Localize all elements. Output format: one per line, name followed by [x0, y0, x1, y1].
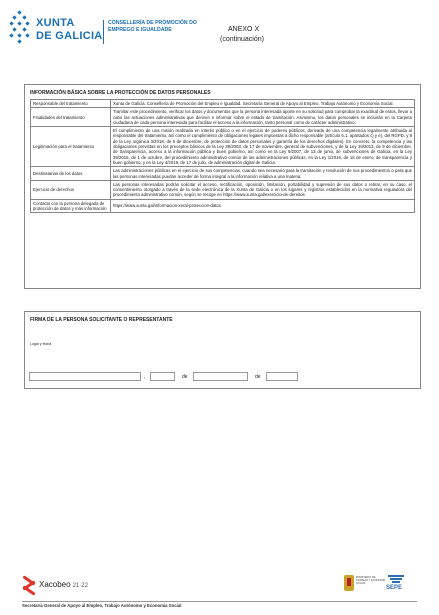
footer-divider [22, 601, 417, 602]
row-value-link[interactable]: https://www.xunta.gal/informacion-xeral-proteccion-datos [111, 199, 415, 213]
row-value: El cumplimiento de una misión realizada en interés público o en el ejercicio de poderes públicos, derivada de una competencia legalmente atribuida al responsable del tratamiento, así como el cumplimiento de obligaciones legales impuestas a dicho responsable (artículo 6.1, apartados c) y e), del RGPD, y 8 de la Ley orgánica 3/2018, de 5 de diciembre, de protección de datos personales y garantía de los derechos digitales). En concreto, la competencia y las obligaciones previstas en los preceptos básicos de la Ley 38/2003, de 17 de noviembre, general de subvenciones, y de la Ley 19/2013, de 9 de diciembre, de transparencia, acceso a la información pública y buen gobierno, así como en la Ley 9/2007, de 13 de junio, de subvenciones de Galicia, en la Ley 39/2015, de 1 de octubre, del procedimiento administrativo común de las administraciones públicas, en la Ley 1/2016, de 18 de enero, de transparencia y buen gobierno, y en la Ley 4/2019, de 17 de julio, de administración digital de Galicia. [111, 127, 415, 167]
year-field[interactable] [266, 372, 298, 381]
data-protection-title: INFORMACIÓN BÁSICA SOBRE LA PROTECCIÓN DE DATOS PERSONALES [30, 90, 211, 96]
xacobeo-year: 21·22 [72, 583, 88, 589]
comma-separator: , [144, 374, 146, 380]
month-field[interactable] [193, 372, 248, 381]
row-value: Las administraciones públicas en el ejercicio de sus competencias, cuando sea necesario para la tramitación y resolución de sus procedimientos o para que las personas interesadas puedan acceder de forma integral a la información relativa a una materia. [111, 167, 415, 181]
row-key: Legitimación para el tratamiento [31, 127, 111, 167]
xacobeo-logo [22, 578, 132, 594]
signature-title: FIRMA DE LA PERSONA SOLICITANTE O REPRESENTANTE [30, 317, 173, 323]
row-key: Ejercicio de derechos [31, 180, 111, 199]
annex-continuation: (continuación) [220, 36, 264, 43]
sepe-label: SEPE [386, 585, 403, 591]
consellaria-name: CONSELLERÍA DE PROMOCIÓN DO EMPREGO E IGUALDADE [108, 20, 197, 33]
place-field[interactable] [29, 372, 141, 381]
logo-line1: XUNTA [36, 17, 75, 29]
xunta-crest-icon [10, 11, 30, 43]
row-value: Tramitar este procedimiento, verificar los datos y documentos que la persona interesada aporte en su solicitud para comprobar la exactitud de estos, llevar a cabo las actuaciones administrativas que deriven e informar sobre el estado de tramitación. Asimismo, los datos personales se incluirán en la Carpeta ciudadana de cada persona interesada para facilitar el acceso a la información, tanto personal como de carácter administrativo. [111, 108, 415, 127]
footer-text: Secretaría General de Apoyo al Empleo, Trabajo Autónomo y Economía Social [22, 603, 182, 608]
row-key: Contacto con la persona delegada de protección de datos y más información [31, 199, 111, 213]
coat-of-arms-icon [344, 575, 354, 591]
page-header [10, 8, 430, 48]
de-separator: de [255, 374, 261, 380]
table-row [31, 199, 415, 213]
row-key: Finalidades del tratamiento [31, 108, 111, 127]
row-value: Las personas interesadas podrán solicitar el acceso, rectificación, oposición, limitación, portabilidad y supresión de sus datos o retirar, en su caso, el consentimiento otorgado a través de la sede electrónica de la Xunta de Galicia o en los lugares y registros establecidos en la normativa reguladora del procedimiento administrativo común, según se recoge en https://www.xunta.gal/exercicio-de-dereitos [111, 180, 415, 199]
row-key: Destinatarias de los datos [31, 167, 111, 181]
page-footer [0, 568, 439, 615]
day-field[interactable] [150, 372, 175, 381]
data-protection-section [24, 84, 421, 289]
row-value: Xunta de Galicia. Consellería de Promoción del Empleo e Igualdad. Secretaría General de Apoyo al Empleo, Trabajo Autónomo y Economía Social. [111, 100, 415, 108]
table-row [31, 108, 415, 127]
ministry-logo [344, 575, 386, 593]
xacobeo-label: Xacobeo [39, 580, 71, 589]
data-protection-table [30, 99, 415, 213]
table-row [31, 167, 415, 181]
table-row [31, 127, 415, 167]
row-key: Responsable del tratamiento [31, 100, 111, 108]
logo-line2: DE GALICIA [36, 30, 103, 42]
de-separator: de [182, 374, 188, 380]
sepe-logo [382, 575, 412, 593]
sepe-bars-icon [388, 575, 404, 585]
annex-title: ANEXO X [228, 26, 260, 33]
logo-divider [103, 20, 104, 44]
ministry-text: MINISTERIO DE TRABAJO Y ECONOMÍA SOCIAL [356, 576, 386, 586]
table-row [31, 100, 415, 108]
xunta-logo [10, 8, 105, 48]
xacobeo-symbol-icon [22, 578, 36, 592]
place-date-label: Lugar y fecha [30, 342, 52, 346]
table-row [31, 180, 415, 199]
